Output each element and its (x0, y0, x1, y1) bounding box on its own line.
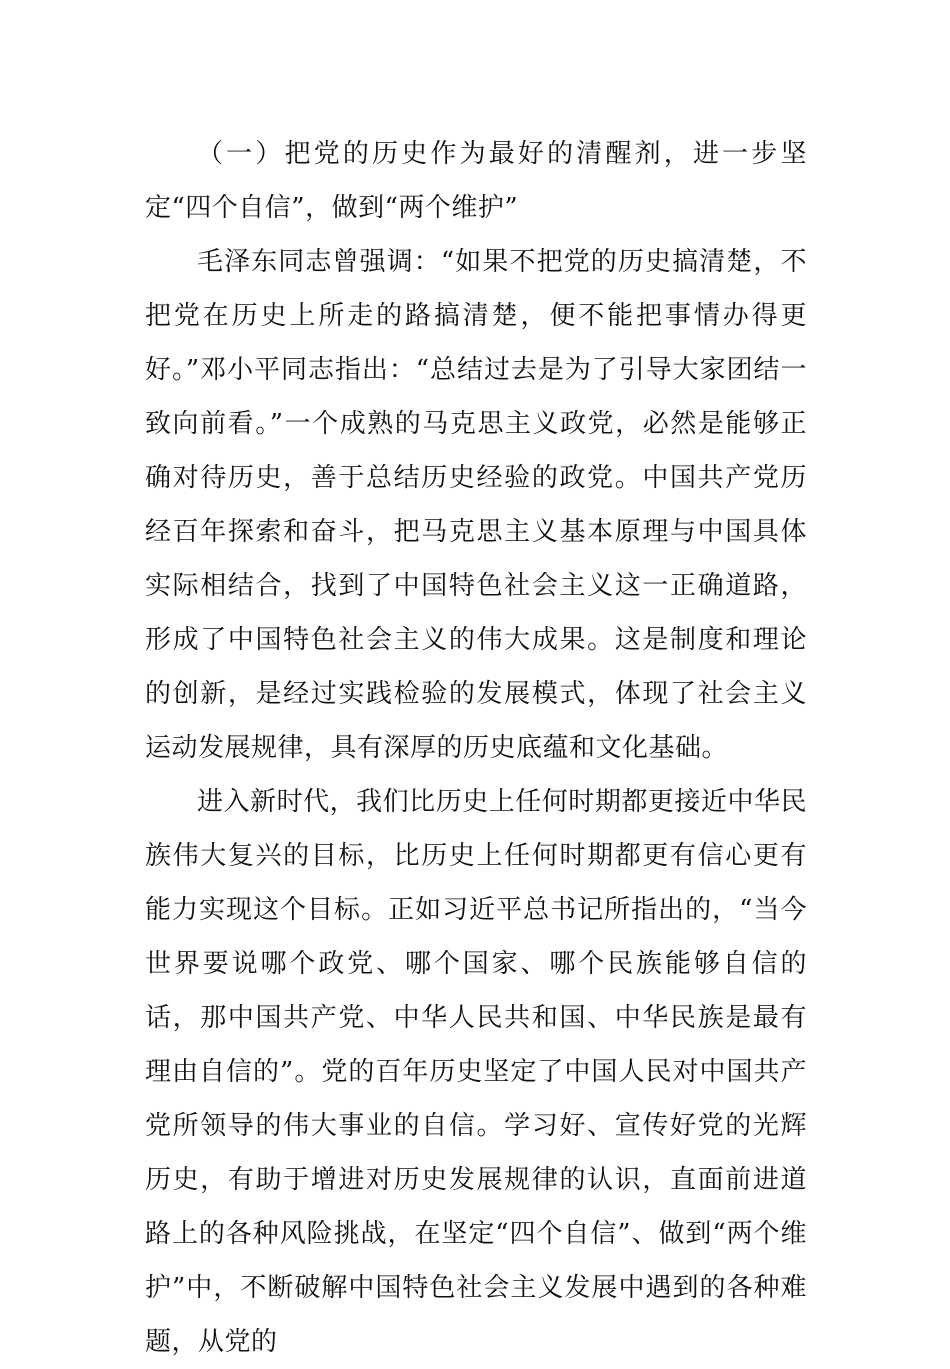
document-body (145, 127, 807, 1369)
paragraph-1: 毛泽东同志曾强调：“如果不把党的历史搞清楚，不把党在历史上所走的路搞清楚，便不能把事情办得更好。”邓小平同志指出：“总结过去是为了引导大家团结一致向前看。”一个成熟的马克思主义政党，必然是能够正确对待历史，善于总结历史经验的政党。中国共产党历经百年探索和奋斗，把马克思主义基本原理与中国具体实际相结合，找到了中国特色社会主义这一正确道路，形成了中国特色社会主义的伟大成果。这是制度和理论的创新，是经过实践检验的发展模式，体现了社会主义运动发展规律，具有深厚的历史底蕴和文化基础。 (145, 247, 807, 763)
paragraph-2: 进入新时代，我们比历史上任何时期都更接近中华民族伟大复兴的目标，比历史上任何时期都更有信心更有能力实现这个目标。正如习近平总书记所指出的，“当今世界要说哪个政党、哪个国家、哪个民族能够自信的话，那中国共产党、中华人民共和国、中华民族是最有理由自信的”。党的百年历史坚定了中国人民对中国共产党所领导的伟大事业的自信。学习好、宣传好党的光辉历史，有助于增进对历史发展规律的认识，直面前进道路上的各种风险挑战，在坚定“四个自信”、做到“两个维护”中，不断破解中国特色社会主义发展中遇到的各种难题，从党的 (145, 787, 807, 1357)
section-heading: （一）把党的历史作为最好的清醒剂，进一步坚定“四个自信”，做到“两个维护” (145, 139, 807, 223)
